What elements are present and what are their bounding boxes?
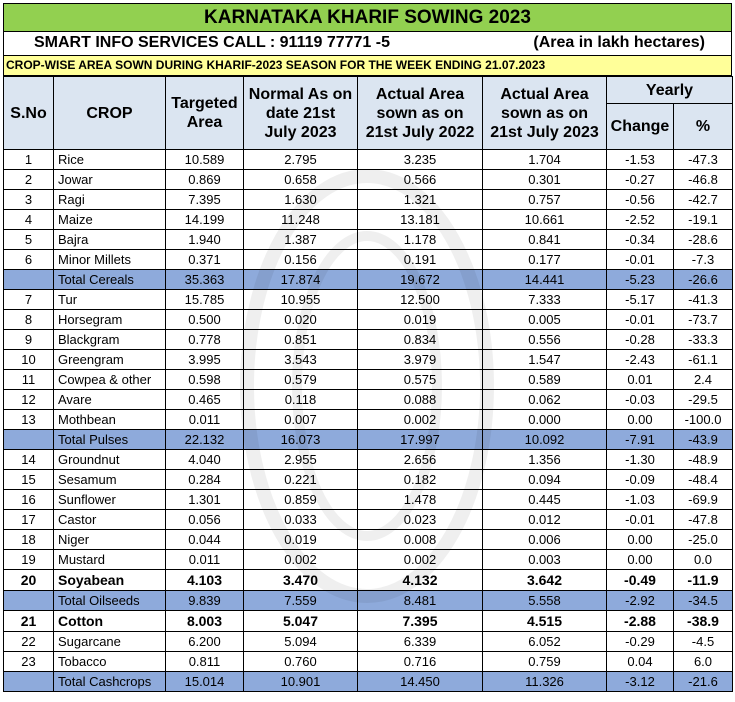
cell-crop: Total Pulses <box>54 430 166 450</box>
cell-targeted: 6.200 <box>166 632 244 652</box>
cell-normal: 17.874 <box>244 270 358 290</box>
cell-crop: Minor Millets <box>54 250 166 270</box>
cell-normal: 10.955 <box>244 290 358 310</box>
cell-percent: -33.3 <box>674 330 733 350</box>
cell-percent: -48.9 <box>674 450 733 470</box>
cell-actual-2023: 0.005 <box>483 310 607 330</box>
cell-crop: Total Cashcrops <box>54 672 166 692</box>
cell-actual-2023: 0.012 <box>483 510 607 530</box>
cell-percent: -21.6 <box>674 672 733 692</box>
cell-actual-2023: 3.642 <box>483 570 607 591</box>
cell-percent: -42.7 <box>674 190 733 210</box>
cell-crop: Horsegram <box>54 310 166 330</box>
table-row <box>4 390 733 410</box>
cell-change: -2.43 <box>607 350 674 370</box>
cell-normal: 1.387 <box>244 230 358 250</box>
cell-actual-2022: 0.834 <box>358 330 483 350</box>
cell-targeted: 3.995 <box>166 350 244 370</box>
cell-actual-2022: 3.979 <box>358 350 483 370</box>
report-title: KARNATAKA KHARIF SOWING 2023 <box>3 3 732 32</box>
cell-sno: 23 <box>4 652 54 672</box>
table-row <box>4 290 733 310</box>
cell-normal: 0.033 <box>244 510 358 530</box>
cell-change: -2.92 <box>607 591 674 611</box>
cell-percent: 6.0 <box>674 652 733 672</box>
table-row <box>4 450 733 470</box>
cell-targeted: 0.598 <box>166 370 244 390</box>
cell-percent: -47.3 <box>674 150 733 170</box>
cell-actual-2023: 0.757 <box>483 190 607 210</box>
cell-sno: 2 <box>4 170 54 190</box>
cell-change: -0.56 <box>607 190 674 210</box>
cell-sno: 20 <box>4 570 54 591</box>
cell-actual-2022: 14.450 <box>358 672 483 692</box>
cell-percent: -61.1 <box>674 350 733 370</box>
cell-crop: Sugarcane <box>54 632 166 652</box>
cell-normal: 1.630 <box>244 190 358 210</box>
cell-crop: Cotton <box>54 611 166 632</box>
cell-change: -2.52 <box>607 210 674 230</box>
cell-percent: -73.7 <box>674 310 733 330</box>
cell-sno: 6 <box>4 250 54 270</box>
total-row <box>4 430 733 450</box>
header-crop: CROP <box>54 77 166 150</box>
header-actual-2023 <box>483 77 607 150</box>
cell-percent: -25.0 <box>674 530 733 550</box>
cell-sno: 13 <box>4 410 54 430</box>
cell-actual-2022: 1.321 <box>358 190 483 210</box>
cell-crop: Sesamum <box>54 470 166 490</box>
cell-sno: 1 <box>4 150 54 170</box>
cell-normal: 5.094 <box>244 632 358 652</box>
cell-normal: 0.221 <box>244 470 358 490</box>
cell-targeted: 22.132 <box>166 430 244 450</box>
cell-actual-2022: 0.182 <box>358 470 483 490</box>
cell-crop: Groundnut <box>54 450 166 470</box>
cell-actual-2023: 4.515 <box>483 611 607 632</box>
table-row <box>4 310 733 330</box>
cell-change: 0.00 <box>607 550 674 570</box>
cell-crop: Mothbean <box>54 410 166 430</box>
cell-change: -3.12 <box>607 672 674 692</box>
cell-sno: 21 <box>4 611 54 632</box>
cell-change: -2.88 <box>607 611 674 632</box>
cell-normal: 0.002 <box>244 550 358 570</box>
cell-targeted: 0.011 <box>166 550 244 570</box>
cell-percent: -29.5 <box>674 390 733 410</box>
cell-change: -0.01 <box>607 510 674 530</box>
cell-actual-2022: 7.395 <box>358 611 483 632</box>
cell-change: -0.28 <box>607 330 674 350</box>
table-row <box>4 410 733 430</box>
cell-crop: Blackgram <box>54 330 166 350</box>
cell-sno: 3 <box>4 190 54 210</box>
table-row <box>4 530 733 550</box>
cell-actual-2022: 0.088 <box>358 390 483 410</box>
cell-actual-2022: 19.672 <box>358 270 483 290</box>
cell-targeted: 0.284 <box>166 470 244 490</box>
cell-sno: 5 <box>4 230 54 250</box>
cell-percent: -48.4 <box>674 470 733 490</box>
cell-change: -1.53 <box>607 150 674 170</box>
cell-percent: -46.8 <box>674 170 733 190</box>
cell-normal: 0.007 <box>244 410 358 430</box>
table-row <box>4 570 733 591</box>
cell-normal: 2.795 <box>244 150 358 170</box>
cell-crop: Niger <box>54 530 166 550</box>
header-actual-2023-text: Actual Area sown as on 21st July 2023 <box>490 85 599 141</box>
cell-change: -0.34 <box>607 230 674 250</box>
header-normal-text: Normal As on date 21st July 2023 <box>248 85 353 141</box>
cell-actual-2022: 0.566 <box>358 170 483 190</box>
cell-targeted: 35.363 <box>166 270 244 290</box>
cell-actual-2022: 8.481 <box>358 591 483 611</box>
cell-change: -0.03 <box>607 390 674 410</box>
cell-actual-2023: 6.052 <box>483 632 607 652</box>
cell-change: 0.00 <box>607 410 674 430</box>
cell-crop: Castor <box>54 510 166 530</box>
cell-change: -0.27 <box>607 170 674 190</box>
cell-crop: Bajra <box>54 230 166 250</box>
cell-normal: 7.559 <box>244 591 358 611</box>
cell-normal: 3.543 <box>244 350 358 370</box>
cell-actual-2023: 10.661 <box>483 210 607 230</box>
cell-percent: -28.6 <box>674 230 733 250</box>
cell-change: -5.23 <box>607 270 674 290</box>
cell-change: -0.09 <box>607 470 674 490</box>
cell-change: -0.01 <box>607 310 674 330</box>
cell-crop: Maize <box>54 210 166 230</box>
cell-percent: -7.3 <box>674 250 733 270</box>
cell-change: 0.00 <box>607 530 674 550</box>
cell-crop: Tobacco <box>54 652 166 672</box>
cell-normal: 0.760 <box>244 652 358 672</box>
cell-change: -0.49 <box>607 570 674 591</box>
cell-targeted: 15.014 <box>166 672 244 692</box>
cell-sno: 16 <box>4 490 54 510</box>
cell-sno: 22 <box>4 632 54 652</box>
sowing-table <box>3 76 733 692</box>
cell-sno: 8 <box>4 310 54 330</box>
cell-targeted: 0.465 <box>166 390 244 410</box>
cell-crop: Sunflower <box>54 490 166 510</box>
table-row <box>4 170 733 190</box>
cell-targeted: 14.199 <box>166 210 244 230</box>
contact-info: SMART INFO SERVICES CALL : 91119 77771 -5 <box>34 34 390 51</box>
table-row <box>4 652 733 672</box>
cell-actual-2023: 5.558 <box>483 591 607 611</box>
cell-targeted: 10.589 <box>166 150 244 170</box>
table-row <box>4 250 733 270</box>
table-row <box>4 470 733 490</box>
cell-normal: 10.901 <box>244 672 358 692</box>
cell-change: -1.03 <box>607 490 674 510</box>
cell-normal: 16.073 <box>244 430 358 450</box>
cell-actual-2022: 4.132 <box>358 570 483 591</box>
cell-targeted: 0.056 <box>166 510 244 530</box>
cell-crop: Greengram <box>54 350 166 370</box>
cell-change: -0.29 <box>607 632 674 652</box>
cell-actual-2023: 14.441 <box>483 270 607 290</box>
cell-sno: 15 <box>4 470 54 490</box>
cell-percent: -100.0 <box>674 410 733 430</box>
cell-crop: Mustard <box>54 550 166 570</box>
cell-targeted: 0.371 <box>166 250 244 270</box>
header-targeted-text: Targeted Area <box>171 95 238 131</box>
cell-actual-2023: 0.094 <box>483 470 607 490</box>
header-normal <box>244 77 358 150</box>
cell-actual-2023: 0.006 <box>483 530 607 550</box>
header-change: Change <box>607 104 674 150</box>
header-yearly: Yearly <box>607 77 733 104</box>
cell-actual-2023: 11.326 <box>483 672 607 692</box>
cell-normal: 5.047 <box>244 611 358 632</box>
cell-change: -0.01 <box>607 250 674 270</box>
cell-sno: 4 <box>4 210 54 230</box>
cell-actual-2022: 0.019 <box>358 310 483 330</box>
cell-actual-2023: 0.301 <box>483 170 607 190</box>
cell-actual-2023: 7.333 <box>483 290 607 310</box>
table-row <box>4 490 733 510</box>
cell-percent: -43.9 <box>674 430 733 450</box>
cell-sno: 17 <box>4 510 54 530</box>
cell-actual-2023: 0.177 <box>483 250 607 270</box>
cell-normal: 2.955 <box>244 450 358 470</box>
info-bar <box>3 32 732 56</box>
table-row <box>4 370 733 390</box>
cell-crop: Soyabean <box>54 570 166 591</box>
cell-percent: 0.0 <box>674 550 733 570</box>
cell-actual-2022: 12.500 <box>358 290 483 310</box>
cell-percent: -34.5 <box>674 591 733 611</box>
cell-actual-2022: 0.716 <box>358 652 483 672</box>
header-actual-2022-text: Actual Area sown as on 21st July 2022 <box>365 85 475 141</box>
cell-normal: 0.118 <box>244 390 358 410</box>
header-percent: % <box>674 104 733 150</box>
cell-sno: 9 <box>4 330 54 350</box>
cell-crop: Tur <box>54 290 166 310</box>
cell-actual-2022: 0.191 <box>358 250 483 270</box>
cell-sno: 7 <box>4 290 54 310</box>
cell-targeted: 0.811 <box>166 652 244 672</box>
cell-normal: 0.156 <box>244 250 358 270</box>
cell-percent: -4.5 <box>674 632 733 652</box>
cell-normal: 0.579 <box>244 370 358 390</box>
cell-actual-2023: 0.589 <box>483 370 607 390</box>
total-row <box>4 591 733 611</box>
cell-targeted: 4.103 <box>166 570 244 591</box>
cell-actual-2022: 13.181 <box>358 210 483 230</box>
cell-sno <box>4 430 54 450</box>
cell-targeted: 15.785 <box>166 290 244 310</box>
cell-sno <box>4 270 54 290</box>
cell-percent: -11.9 <box>674 570 733 591</box>
table-row <box>4 230 733 250</box>
cell-percent: -69.9 <box>674 490 733 510</box>
table-row <box>4 150 733 170</box>
cell-actual-2022: 0.002 <box>358 410 483 430</box>
cell-actual-2022: 0.575 <box>358 370 483 390</box>
cell-targeted: 4.040 <box>166 450 244 470</box>
cell-targeted: 0.044 <box>166 530 244 550</box>
cell-change: -7.91 <box>607 430 674 450</box>
cell-percent: -41.3 <box>674 290 733 310</box>
cell-actual-2023: 1.704 <box>483 150 607 170</box>
cell-sno: 14 <box>4 450 54 470</box>
cell-actual-2022: 1.178 <box>358 230 483 250</box>
cell-actual-2022: 6.339 <box>358 632 483 652</box>
cell-percent: -19.1 <box>674 210 733 230</box>
cell-targeted: 1.301 <box>166 490 244 510</box>
cell-sno <box>4 591 54 611</box>
cell-normal: 0.658 <box>244 170 358 190</box>
cell-actual-2023: 0.556 <box>483 330 607 350</box>
cell-actual-2023: 1.547 <box>483 350 607 370</box>
cell-actual-2022: 17.997 <box>358 430 483 450</box>
cell-crop: Total Oilseeds <box>54 591 166 611</box>
cell-normal: 0.859 <box>244 490 358 510</box>
cell-targeted: 0.500 <box>166 310 244 330</box>
cell-actual-2022: 0.023 <box>358 510 483 530</box>
cell-sno: 19 <box>4 550 54 570</box>
cell-targeted: 1.940 <box>166 230 244 250</box>
cell-percent: 2.4 <box>674 370 733 390</box>
cell-actual-2022: 0.008 <box>358 530 483 550</box>
cell-percent: -38.9 <box>674 611 733 632</box>
cell-change: -5.17 <box>607 290 674 310</box>
cell-targeted: 7.395 <box>166 190 244 210</box>
report-subtitle: CROP-WISE AREA SOWN DURING KHARIF-2023 SEASON FOR THE WEEK ENDING 21.07.2023 <box>3 56 732 76</box>
cell-normal: 11.248 <box>244 210 358 230</box>
cell-crop: Jowar <box>54 170 166 190</box>
table-row <box>4 550 733 570</box>
cell-percent: -47.8 <box>674 510 733 530</box>
cell-crop: Ragi <box>54 190 166 210</box>
cell-actual-2023: 0.445 <box>483 490 607 510</box>
cell-normal: 0.020 <box>244 310 358 330</box>
cell-targeted: 9.839 <box>166 591 244 611</box>
cell-actual-2022: 2.656 <box>358 450 483 470</box>
cell-actual-2022: 1.478 <box>358 490 483 510</box>
table-row <box>4 210 733 230</box>
cell-sno <box>4 672 54 692</box>
cell-change: 0.01 <box>607 370 674 390</box>
cell-actual-2022: 0.002 <box>358 550 483 570</box>
cell-sno: 10 <box>4 350 54 370</box>
cell-targeted: 8.003 <box>166 611 244 632</box>
table-body <box>4 150 733 692</box>
table-row <box>4 510 733 530</box>
cell-sno: 18 <box>4 530 54 550</box>
cell-actual-2023: 0.003 <box>483 550 607 570</box>
units-note: (Area in lakh hectares) <box>533 34 705 51</box>
cell-targeted: 0.778 <box>166 330 244 350</box>
cell-percent: -26.6 <box>674 270 733 290</box>
cell-actual-2023: 10.092 <box>483 430 607 450</box>
cell-actual-2023: 0.000 <box>483 410 607 430</box>
report-container <box>3 3 732 692</box>
cell-sno: 11 <box>4 370 54 390</box>
cell-crop: Avare <box>54 390 166 410</box>
cell-normal: 0.019 <box>244 530 358 550</box>
cell-actual-2023: 1.356 <box>483 450 607 470</box>
header-sno: S.No <box>4 77 54 150</box>
cell-targeted: 0.869 <box>166 170 244 190</box>
cell-actual-2023: 0.759 <box>483 652 607 672</box>
table-row <box>4 190 733 210</box>
total-row <box>4 672 733 692</box>
cell-targeted: 0.011 <box>166 410 244 430</box>
cell-normal: 0.851 <box>244 330 358 350</box>
table-row <box>4 330 733 350</box>
cell-change: 0.04 <box>607 652 674 672</box>
cell-crop: Total Cereals <box>54 270 166 290</box>
total-row <box>4 270 733 290</box>
cell-crop: Cowpea & other <box>54 370 166 390</box>
cell-actual-2023: 0.841 <box>483 230 607 250</box>
cell-normal: 3.470 <box>244 570 358 591</box>
cell-change: -1.30 <box>607 450 674 470</box>
cell-sno: 12 <box>4 390 54 410</box>
header-targeted <box>166 77 244 150</box>
table-row <box>4 350 733 370</box>
table-row <box>4 611 733 632</box>
cell-actual-2022: 3.235 <box>358 150 483 170</box>
cell-crop: Rice <box>54 150 166 170</box>
cell-actual-2023: 0.062 <box>483 390 607 410</box>
header-actual-2022 <box>358 77 483 150</box>
table-row <box>4 632 733 652</box>
